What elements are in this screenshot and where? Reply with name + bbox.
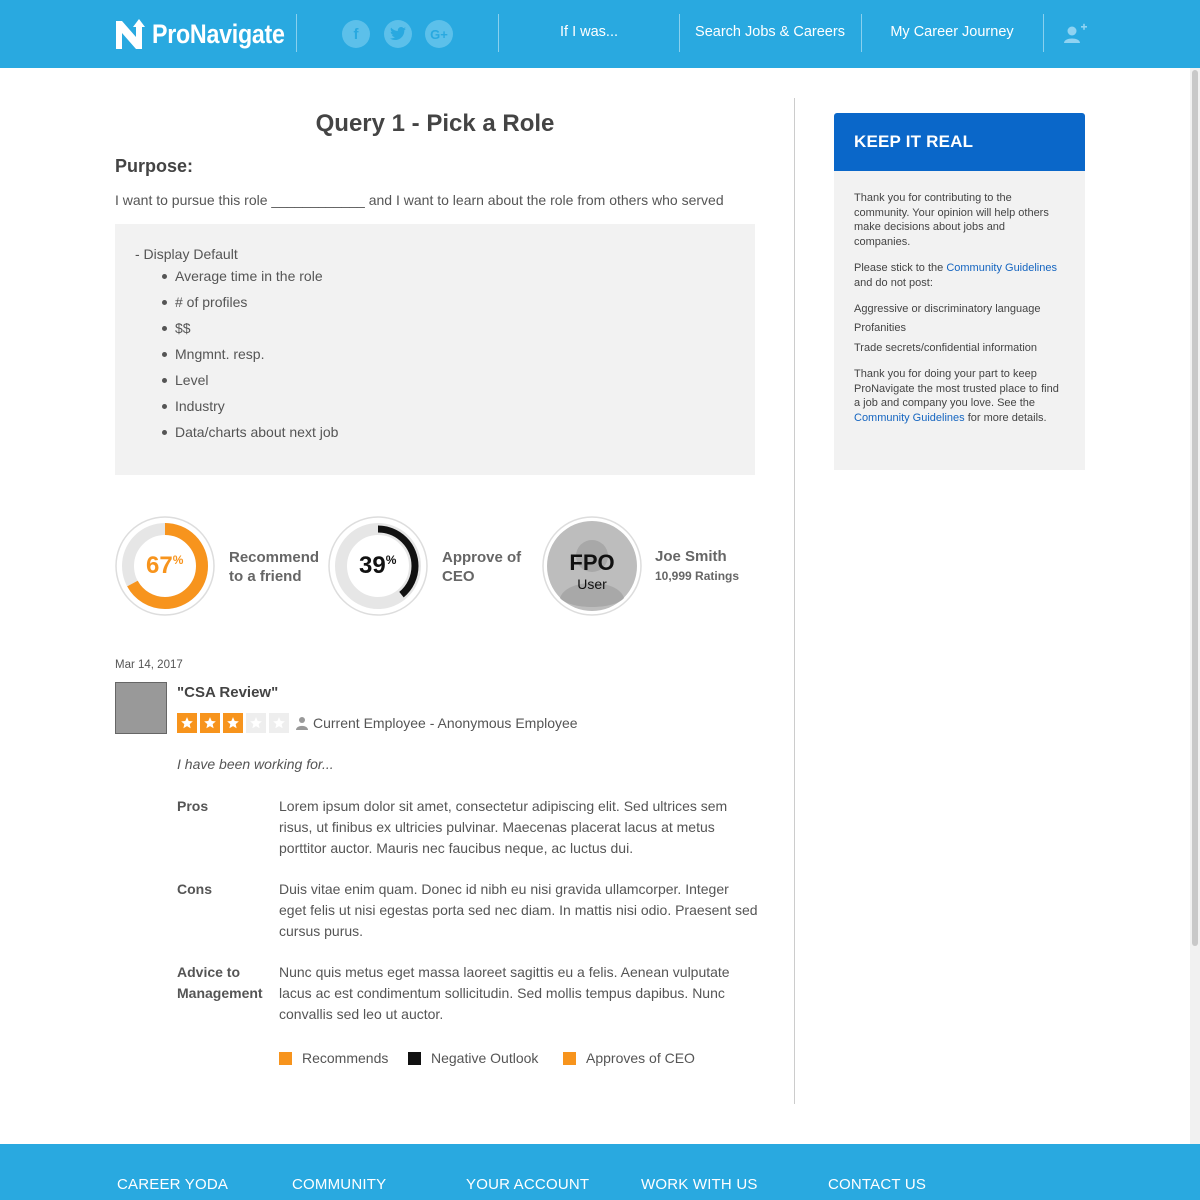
star-icon [200,713,220,733]
content-divider [794,98,795,1104]
footer [0,1144,1200,1200]
nav-divider [296,14,297,52]
purpose-text: I want to pursue this role ____________ and I want to learn about the role from others who served [115,192,724,208]
sidebar-guidelines-note: Please stick to the Community Guidelines and do not post: [854,262,1057,289]
footer-your-account[interactable]: YOUR ACCOUNT [466,1176,590,1193]
legend-swatch [408,1052,421,1065]
community-guidelines-link[interactable]: Community Guidelines [854,411,965,424]
reviewer-ratings-count: 10,999 Ratings [655,569,740,583]
recommend-percent: 67% [146,552,184,579]
nav-divider [1043,14,1044,52]
recommend-label: Recommend to a friend [229,549,320,585]
footer-career-yoda[interactable]: CAREER YODA [117,1176,229,1193]
reviewer-name[interactable]: Joe Smith [655,548,727,565]
legend-approves-ceo: Approves of CEO [563,1050,695,1066]
add-user-icon[interactable] [1062,22,1088,46]
legend-swatch [563,1052,576,1065]
fpo-user-label: User [577,576,607,592]
list-item: Average time in the role [161,266,338,292]
approve-ceo-gauge [328,516,428,616]
review-date: Mar 14, 2017 [115,659,183,671]
nav-if-i-was[interactable]: If I was... [559,24,618,40]
purpose-heading: Purpose: [115,156,194,176]
scrollbar-thumb[interactable] [1192,70,1198,946]
advice-text: Nunc quis metus eget massa laoreet sagittis eu a felis. Aenean vulputate lacus ac est condimentum sollicitudin. Sed mollis tempus dapibus. Nunc convallis sed leo ut auctor. [279,964,730,1022]
list-item: # of profiles [161,292,338,318]
display-default-title: - Display Default [135,246,238,262]
star-icon [246,713,266,733]
nav-search-jobs[interactable]: Search Jobs & Careers [695,24,845,40]
list-item: Industry [161,396,338,422]
star-icon [269,713,289,733]
display-default-panel [115,224,755,475]
logo-mark-icon [114,17,148,51]
keep-it-real-panel [834,171,1085,470]
pros-label: Pros [177,798,209,814]
advice-label: Advice to Management [177,964,263,1001]
community-guidelines-link[interactable]: Community Guidelines [946,262,1057,274]
display-default-list [161,266,338,448]
google-plus-icon[interactable]: G+ [425,20,453,48]
keep-it-real-title: KEEP IT REAL [854,132,974,151]
approve-percent: 39% [359,552,397,579]
legend-negative-outlook: Negative Outlook [408,1050,538,1066]
star-icon [223,713,243,733]
footer-contact-us[interactable]: CONTACT US [828,1176,927,1193]
review-avatar [115,682,167,734]
nav-career-journey[interactable]: My Career Journey [890,24,1014,40]
employee-status: Current Employee - Anonymous Employee [313,715,578,731]
footer-work-with-us[interactable]: WORK WITH US [641,1176,758,1193]
approve-label: Approve of CEO [442,549,522,585]
twitter-bird-icon [390,27,406,41]
sidebar-rule: Aggressive or discriminatory language [854,303,1041,315]
sidebar-rule: Trade secrets/confidential information [854,342,1038,354]
legend-recommends: Recommends [279,1050,388,1066]
footer-community[interactable]: COMMUNITY [292,1176,387,1193]
keep-it-real-header [834,113,1085,171]
sidebar-rule: Profanities [854,322,906,334]
sidebar-intro: Thank you for contributing to the community. Your opinion will help others make decisions about jobs and companies. [854,192,1049,248]
pros-text: Lorem ipsum dolor sit amet, consectetur adipiscing elit. Sed ultrices sem risus, ut finibus ex ultricies pulvinar. Maecenas placerat lacus at metus porttitor auctor. Mauris nec faucibus neque, ac luctus dui. [279,798,728,856]
fpo-placeholder: FPO [569,550,615,575]
list-item: Level [161,370,338,396]
twitter-icon[interactable] [384,20,412,48]
employee-icon [295,716,309,730]
sidebar-closing: Thank you for doing your part to keep ProNavigate the most trusted place to find a job and company you love. See the Community Guidelines for more details. [854,368,1059,424]
cons-label: Cons [177,881,212,897]
review-title[interactable]: "CSA Review" [177,684,279,701]
legend-swatch [279,1052,292,1065]
cons-text: Duis vitae enim quam. Donec id nibh eu nisi gravida ullamcorper. Integer eget felis ut nisi egestas porta sed nec diam. In mattis nisi odio. Praesent sed cursus purus. [279,881,758,939]
brand-name: ProNavigate [152,18,285,49]
star-icon [177,713,197,733]
brand-logo[interactable] [114,16,306,52]
list-item: $$ [161,318,338,344]
nav-divider [498,14,499,52]
review-intro: I have been working for... [177,756,334,772]
list-item: Mngmnt. resp. [161,344,338,370]
page-title: Query 1 - Pick a Role [315,110,555,137]
facebook-icon[interactable]: f [342,20,370,48]
star-rating [177,713,292,733]
reviewer-avatar[interactable] [542,516,642,616]
top-navbar [0,0,1200,68]
list-item: Data/charts about next job [161,422,338,448]
recommend-gauge [115,516,215,616]
